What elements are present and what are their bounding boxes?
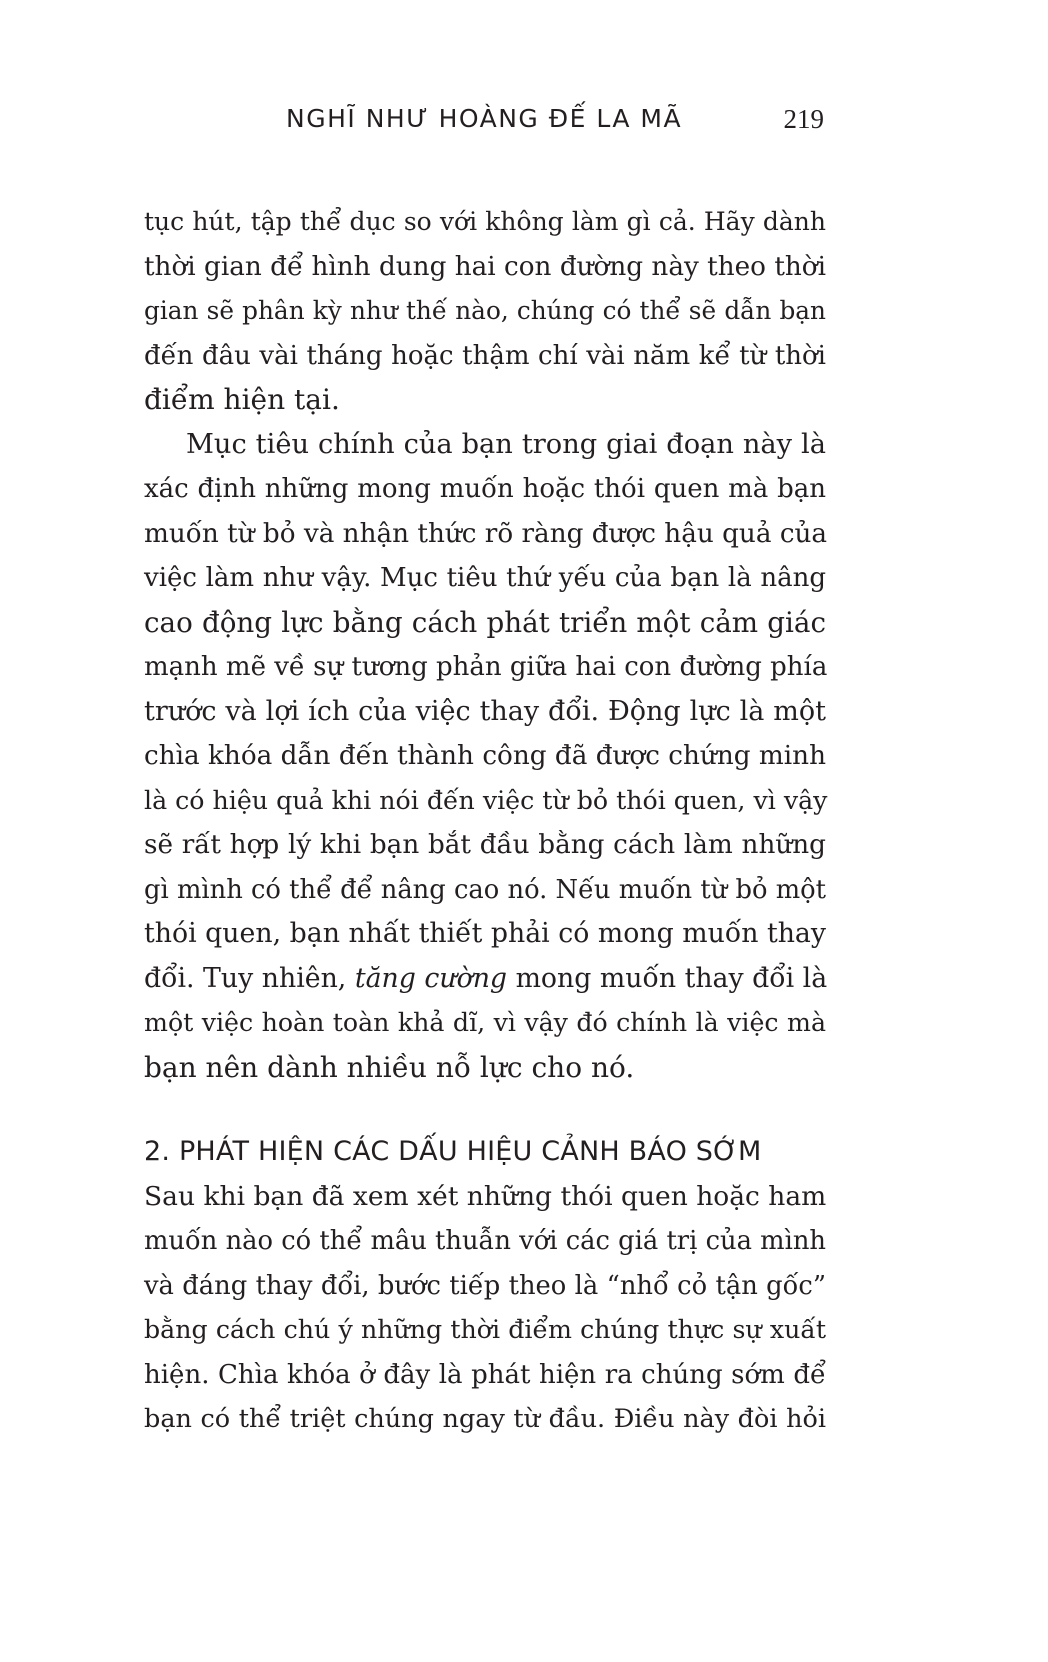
page-header [0, 104, 1048, 144]
text-line: gian sẽ phân kỳ như thế nào, chúng có thể sẽ dẫn bạn [144, 296, 826, 325]
italic-emphasis: tăng cường [354, 962, 508, 994]
text-line: muốn nào có thể mâu thuẫn với các giá trị của mình [144, 1226, 826, 1256]
text-line: là có hiệu quả khi nói đến việc từ bỏ thói quen, vì vậy [144, 785, 828, 815]
text-line: sẽ rất hợp lý khi bạn bắt đầu bằng cách làm những [144, 830, 826, 860]
text-line: mạnh mẽ về sự tương phản giữa hai con đường phía [144, 652, 828, 682]
text-line: thời gian để hình dung hai con đường này theo thời [144, 251, 826, 282]
text-line: bạn nên dành nhiều nỗ lực cho nó. [144, 1050, 635, 1084]
text-segment: đổi. Tuy nhiên, [144, 962, 355, 994]
text-line: xác định những mong muốn hoặc thói quen mà bạn [144, 474, 826, 504]
text-line: Sau khi bạn đã xem xét những thói quen hoặc ham [144, 1180, 827, 1212]
section-heading: 2. PHÁT HIỆN CÁC DẤU HIỆU CẢNH BÁO SỚM [144, 1136, 762, 1167]
text-line: thói quen, bạn nhất thiết phải có mong muốn thay [144, 918, 826, 949]
text-line: bằng cách chú ý những thời điểm chúng thực sự xuất [144, 1315, 826, 1344]
text-line: điểm hiện tại. [144, 383, 340, 416]
text-line-with-italic [144, 957, 826, 1002]
text-line: Mục tiêu chính của bạn trong giai đoạn này là [186, 428, 826, 460]
section-gap [144, 1090, 826, 1130]
text-line: một việc hoàn toàn khả dĩ, vì vậy đó chính là việc mà [144, 1008, 826, 1037]
text-line: cao động lực bằng cách phát triển một cảm giác [144, 605, 826, 639]
text-line: tục hút, tập thể dục so với không làm gì cả. Hãy dành [144, 207, 826, 236]
running-title: NGHĨ NHƯ HOÀNG ĐẾ LA MÃ [286, 104, 683, 133]
page-number: 219 [783, 104, 824, 134]
text-line: chìa khóa dẫn đến thành công đã được chứng minh [144, 741, 826, 771]
text-line: và đáng thay đổi, bước tiếp theo là “nhổ cỏ tận gốc” [144, 1270, 826, 1301]
text-line: gì mình có thể để nâng cao nó. Nếu muốn từ bỏ một [144, 874, 826, 905]
text-segment: mong muốn thay đổi là [507, 962, 828, 994]
text-line: đến đâu vài tháng hoặc thậm chí vài năm kể từ thời [144, 340, 826, 371]
body-text [144, 200, 826, 1442]
text-line: trước và lợi ích của việc thay đổi. Động lực là một [144, 695, 826, 727]
text-line: việc làm như vậy. Mục tiêu thứ yếu của bạn là nâng [144, 563, 826, 593]
text-line: hiện. Chìa khóa ở đây là phát hiện ra chúng sớm để [144, 1359, 826, 1390]
text-line: bạn có thể triệt chúng ngay từ đầu. Điều này đòi hỏi [144, 1404, 826, 1434]
text-line: muốn từ bỏ và nhận thức rõ ràng được hậu quả của [144, 518, 828, 549]
